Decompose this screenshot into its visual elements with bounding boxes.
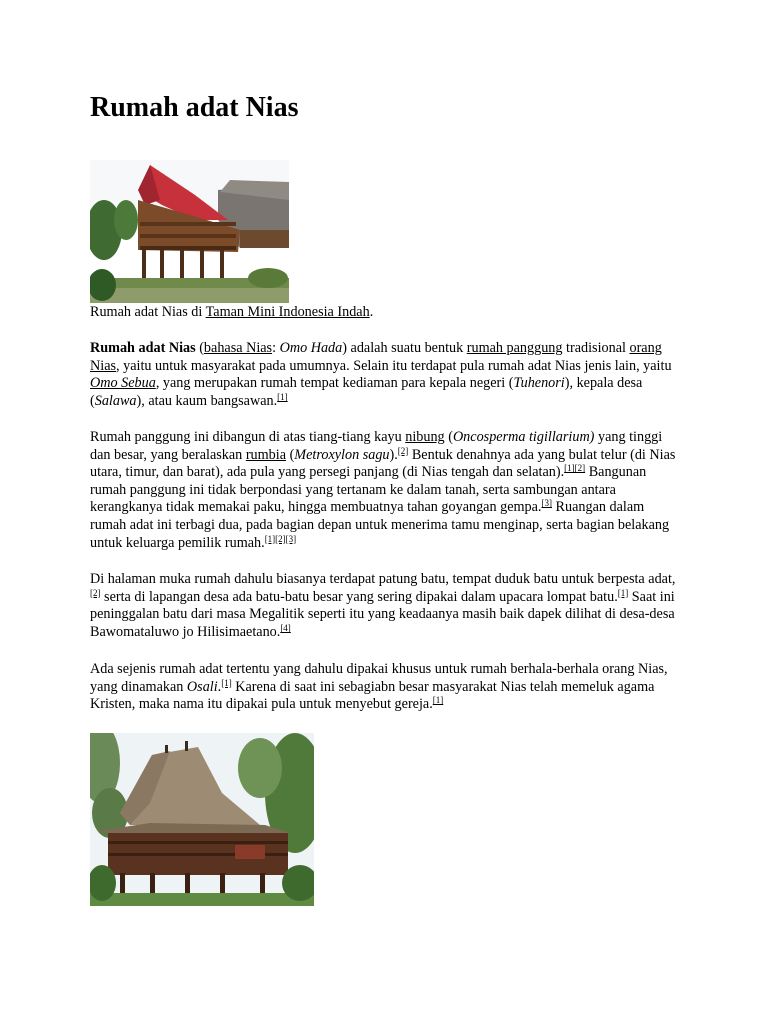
link-bahasa-nias[interactable]: bahasa Nias xyxy=(203,340,273,356)
link-taman-mini[interactable]: Taman Mini Indonesia Indah xyxy=(205,304,370,320)
link-rumbia[interactable]: rumbia xyxy=(245,446,287,463)
ref-link[interactable]: [1][2][3] xyxy=(264,533,297,544)
paragraph-structure: Rumah panggung ini dibangun di atas tiang-tiang kayu nibung (Oncosperma tigillarium) yang tinggi dan besar, yang beralaskan rumbia (Metroxylon sagu).[2] Bentuk denahnya ada yang bulat telur (di Nias utara, timur, dan barat), ada pula yang persegi panjang (di Nias tengah dan selatan).[1][2] Bangunan rumah panggung ini tidak berpondasi yang tertanam ke dalam tanah, serta sambungan antara kerangkanya tidak memakai paku, hingga membuatnya tahan goyangan gempa.[3] Ruangan dalam rumah adat ini terbagi dua, pada bagian depan untuk menerima tamu menginap, serta bagian belakang untuk keluarga pemilik rumah.[1][2][3] xyxy=(90,429,676,551)
link-orang-nias[interactable]: orang Nias xyxy=(90,340,662,374)
link-rumah-panggung[interactable]: rumah panggung xyxy=(466,340,563,356)
paragraph-osali: Ada sejenis rumah adat tertentu yang dahulu dipakai khusus untuk rumah berhala-berhala orang Nias, yang dinamakan Osali.[1] Karena di saat ini sebagiabn besar masyarakat Nias telah memeluk agama Kristen, maka nama itu dipakai pula untuk menyebut gereja.[1] xyxy=(90,661,668,713)
ref-link[interactable]: [3] xyxy=(541,498,552,509)
ref-link[interactable]: [1] xyxy=(221,677,232,688)
ref-link[interactable]: [2] xyxy=(90,587,101,598)
link-nibung[interactable]: nibung xyxy=(405,429,445,445)
ref-link[interactable]: [1] xyxy=(617,587,629,598)
page-title: Rumah adat Nias xyxy=(90,92,299,123)
photo-rumah-adat-thatched xyxy=(90,733,314,906)
photo-caption: Rumah adat Nias di Taman Mini Indonesia Indah. xyxy=(90,304,374,320)
ref-link[interactable]: [4] xyxy=(280,622,291,633)
ref-link[interactable]: [1] xyxy=(277,391,288,402)
paragraph-intro: Rumah adat Nias (bahasa Nias: Omo Hada) adalah suatu bentuk rumah panggung tradisional orang Nias, yaitu untuk masyarakat pada umumnya. Selain itu terdapat pula rumah adat Nias jenis lain, yaitu Omo Sebua, yang merupakan rumah tempat kediaman para kepala negeri (Tuhenori), kepala desa (Salawa), atau kaum bangsawan.[1] xyxy=(90,340,672,409)
ref-link[interactable]: [1][2] xyxy=(564,463,586,474)
ref-link[interactable]: [1] xyxy=(432,695,444,706)
ref-link[interactable]: [2] xyxy=(397,445,409,456)
photo-rumah-adat-taman-mini xyxy=(90,160,289,303)
paragraph-yard: Di halaman muka rumah dahulu biasanya terdapat patung batu, tempat duduk batu untuk berpesta adat,[2] serta di lapangan desa ada batu-batu besar yang sering dipakai dalam upacara lompat batu.[1] Saat ini peninggalan batu dari masa Megalitik seperti itu yang keadaanya masih baik dapek dilihat di desa-desa Bawomataluwo jo Hilisimaetano.[4] xyxy=(90,571,676,640)
link-omo-sebua[interactable]: Omo Sebua xyxy=(90,375,156,392)
